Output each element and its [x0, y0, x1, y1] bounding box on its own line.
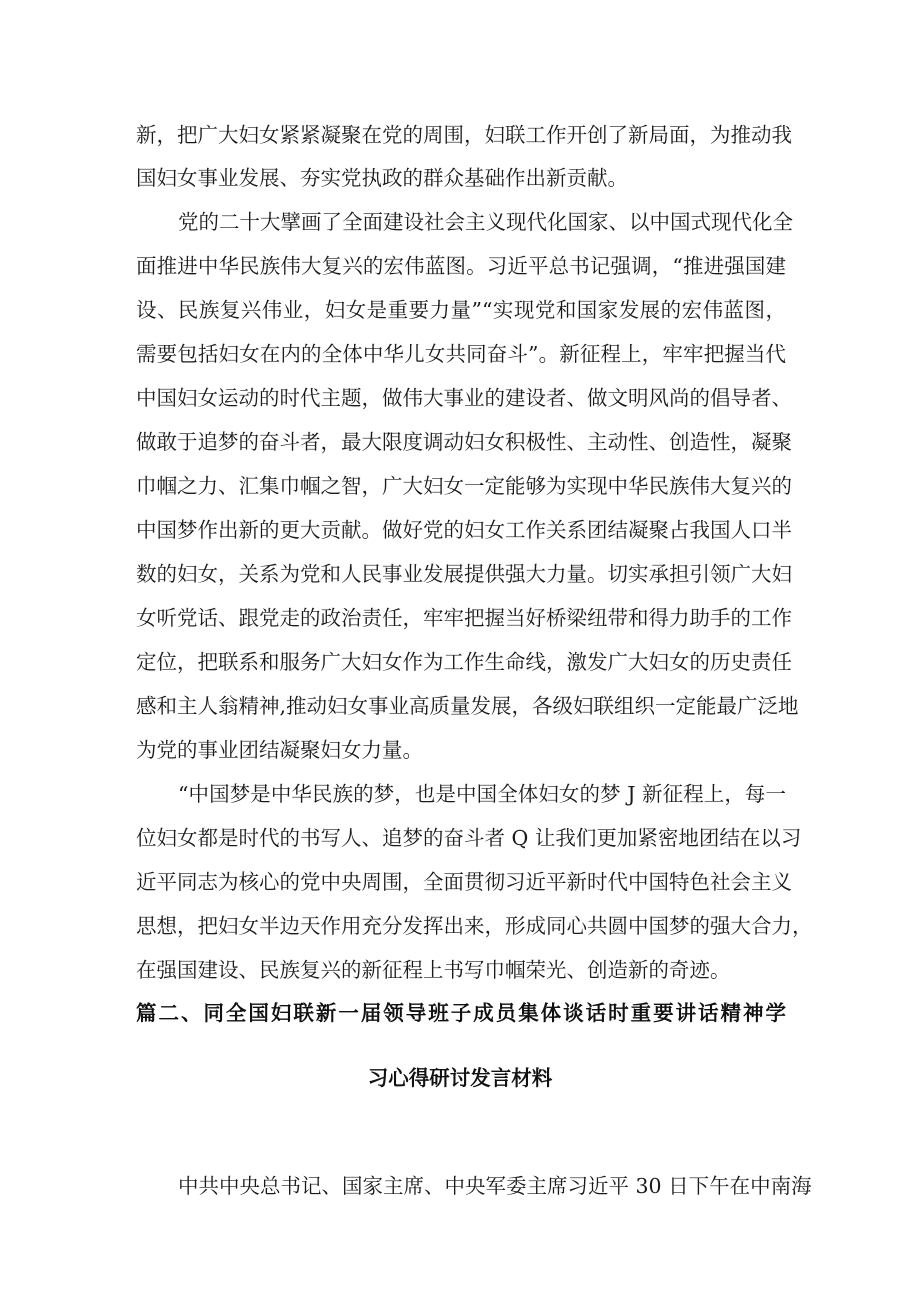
- paragraph-2-line-4: 需要包括妇女在内的全体中华儿女共同奋斗”。新征程上，牢牢把握当代: [136, 342, 786, 366]
- paragraph-4-line-1: 中共中央总书记、国家主席、中央军委主席习近平 30 日下午在中南海: [178, 1174, 812, 1198]
- paragraph-1-line-2: 国妇女事业发展、夯实党执政的群众基础作出新贡献。: [136, 166, 628, 190]
- paragraph-2-line-3: 设、民族复兴伟业，妇女是重要力量”“实现党和国家发展的宏伟蓝图，: [136, 298, 786, 322]
- section-heading-line-2: 习心得研讨发言材料: [367, 1066, 553, 1090]
- paragraph-2-line-9: 数的妇女，关系为党和人民事业发展提供强大力量。切实承担引领广大妇: [136, 562, 792, 586]
- paragraph-3-line-4: 思想，把妇女半边天作用充分发挥出来，形成同心共圆中国梦的强大合力，: [136, 914, 813, 938]
- paragraph-2-line-2: 面推进中华民族伟大复兴的宏伟蓝图。习近平总书记强调，“推进强国建: [136, 254, 786, 278]
- paragraph-3-line-5: 在强国建设、民族复兴的新征程上书写巾帼荣光、创造新的奇迹。: [136, 958, 731, 982]
- paragraph-3-line-3: 近平同志为核心的党中央周围，全面贯彻习近平新时代中国特色社会主义: [136, 870, 792, 894]
- paragraph-2-line-13: 为党的事业团结凝聚妇女力量。: [136, 738, 423, 762]
- paragraph-2-line-5: 中国妇女运动的时代主题，做伟大事业的建设者、做文明风尚的倡导者、: [136, 386, 792, 410]
- paragraph-2-line-12: 感和主人翁精神,推动妇女事业高质量发展，各级妇联组织一定能最广泛地: [136, 694, 799, 718]
- paragraph-2-line-7: 巾帼之力、汇集巾帼之智，广大妇女一定能够为实现中华民族伟大复兴的: [136, 474, 792, 498]
- paragraph-1-line-1: 新，把广大妇女紧紧凝聚在党的周围，妇联工作开创了新局面，为推动我: [136, 123, 792, 147]
- paragraph-2-line-6: 做敢于追梦的奋斗者，最大限度调动妇女积极性、主动性、创造性，凝聚: [136, 430, 792, 454]
- paragraph-2-line-11: 定位，把联系和服务广大妇女作为工作生命线，激发广大妇女的历史责任: [136, 650, 792, 674]
- section-heading-line-1: 篇二、同全国妇联新一届领导班子成员集体谈话时重要讲话精神学: [136, 1001, 786, 1025]
- paragraph-2-line-1: 党的二十大擘画了全面建设社会主义现代化国家、以中国式现代化全: [178, 210, 793, 234]
- paragraph-2-line-8: 中国梦作出新的更大贡献。做好党的妇女工作关系团结凝聚占我国人口半: [136, 518, 792, 542]
- paragraph-2-line-10: 女听党话、跟党走的政治责任，牢牢把握当好桥梁纽带和得力助手的工作: [136, 606, 792, 630]
- paragraph-3-line-1: “中国梦是中华民族的梦，也是中国全体妇女的梦 J 新征程上，每一: [178, 782, 786, 806]
- paragraph-3-line-2: 位妇女都是时代的书写人、追梦的奋斗者 Q 让我们更加紧密地团结在以习: [136, 826, 802, 850]
